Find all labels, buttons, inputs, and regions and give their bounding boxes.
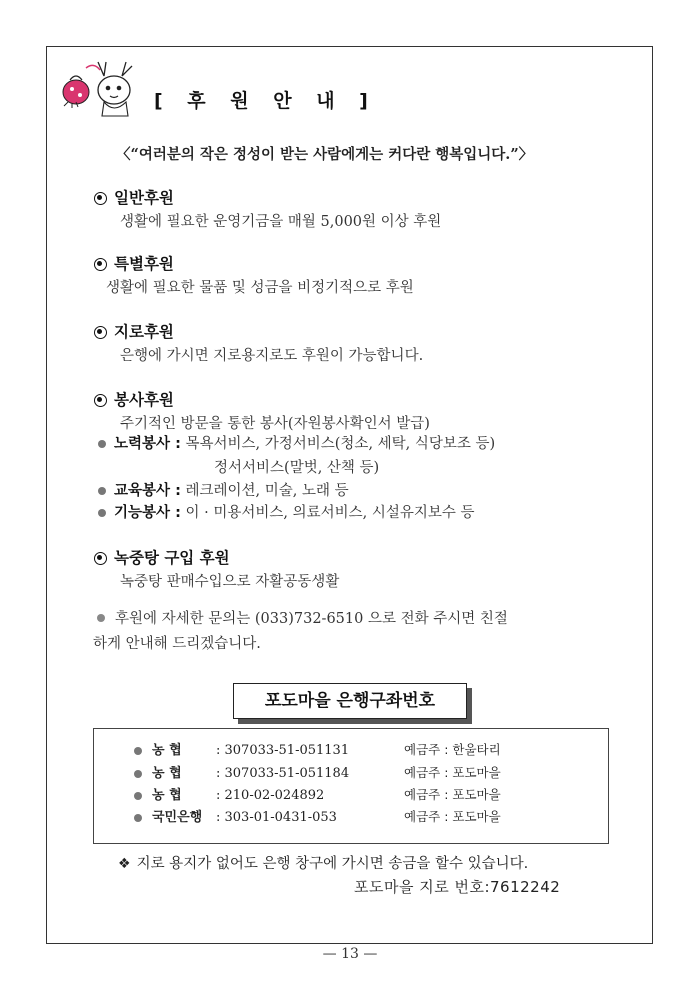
bullet-dot-icon bbox=[134, 770, 142, 778]
section-text: 생활에 필요한 물품 및 성금을 비정기적으로 후원 bbox=[106, 280, 414, 296]
mascot-illustration bbox=[56, 58, 148, 120]
volunteer-item-skill: 기능봉사 : 이 · 미용서비스, 의료서비스, 시설유지보수 등 bbox=[94, 501, 474, 522]
page-title: [ 후 원 안 내 ] bbox=[154, 90, 377, 112]
account-list-box bbox=[93, 728, 609, 844]
diamond-bullet-icon: ❖ bbox=[118, 856, 131, 872]
quote-text: 〈“여러분의 작은 정성이 받는 사람에게는 커다란 행복입니다.”〉 bbox=[116, 146, 534, 163]
remittance-note: ❖ 지로 용지가 없어도 은행 창구에 가시면 송금을 할수 있습니다. bbox=[118, 856, 529, 872]
bullet-dot-icon bbox=[98, 509, 106, 517]
inquiry-text: 후원에 자세한 문의는 (033)732-6510 으로 전화 주시면 친절 하게 안내해 드리겠습니다. bbox=[93, 611, 508, 652]
section-text: 은행에 가시면 지로용지로도 후원이 가능합니다. bbox=[120, 348, 424, 364]
volunteer-item-labor: 노력봉사 : 목욕서비스, 가정서비스(청소, 세탁, 식당보조 등) bbox=[94, 432, 495, 453]
volunteer-item-labor-cont: 정서서비스(말벗, 산책 등) bbox=[214, 460, 380, 476]
bullet-dot-icon bbox=[98, 440, 106, 448]
bullet-dot-icon bbox=[134, 814, 142, 822]
bullet-dot-icon bbox=[134, 792, 142, 800]
section-product-support bbox=[94, 546, 339, 591]
section-special-support bbox=[94, 252, 414, 297]
bullet-dot-icon bbox=[134, 747, 142, 755]
account-row: 농 협 : 210-02-024892 예금주 : 포도마을 bbox=[134, 784, 501, 803]
account-row: 농 협 : 307033-51-051184 예금주 : 포도마을 bbox=[134, 762, 501, 781]
section-title: 녹중탕 구입 후원 bbox=[114, 549, 230, 567]
section-regular-support bbox=[94, 186, 441, 231]
bullet-dot-icon bbox=[98, 487, 106, 495]
section-title: 봉사후원 bbox=[114, 391, 174, 409]
bullet-circle-icon bbox=[94, 552, 107, 565]
section-giro-support bbox=[94, 320, 423, 365]
bullet-circle-icon bbox=[94, 394, 107, 407]
account-row: 국민은행 : 303-01-0431-053 예금주 : 포도마을 bbox=[134, 806, 501, 825]
section-text: 주기적인 방문을 통한 봉사(자원봉사확인서 발급) bbox=[120, 416, 430, 432]
bullet-circle-icon bbox=[94, 192, 107, 205]
bullet-circle-icon bbox=[94, 258, 107, 271]
bullet-dot-icon bbox=[97, 614, 105, 622]
section-title: 지로후원 bbox=[114, 323, 174, 341]
giro-number: 포도마을 지로 번호:7612242 bbox=[354, 878, 561, 896]
account-row: 농 협 : 307033-51-051131 예금주 : 한울타리 bbox=[134, 739, 501, 758]
section-title: 특별후원 bbox=[114, 255, 174, 273]
volunteer-item-education: 교육봉사 : 레크레이션, 미술, 노래 등 bbox=[94, 479, 349, 500]
section-text: 생활에 필요한 운영기금을 매월 5,000원 이상 후원 bbox=[120, 214, 442, 230]
section-volunteer-support bbox=[94, 388, 430, 433]
section-title: 일반후원 bbox=[114, 189, 174, 207]
page-number: — 13 — bbox=[322, 946, 378, 962]
bullet-circle-icon bbox=[94, 326, 107, 339]
section-text: 녹중탕 판매수입으로 자활공동생활 bbox=[120, 574, 340, 590]
account-title-box: 포도마을 은행구좌번호 bbox=[233, 683, 467, 719]
